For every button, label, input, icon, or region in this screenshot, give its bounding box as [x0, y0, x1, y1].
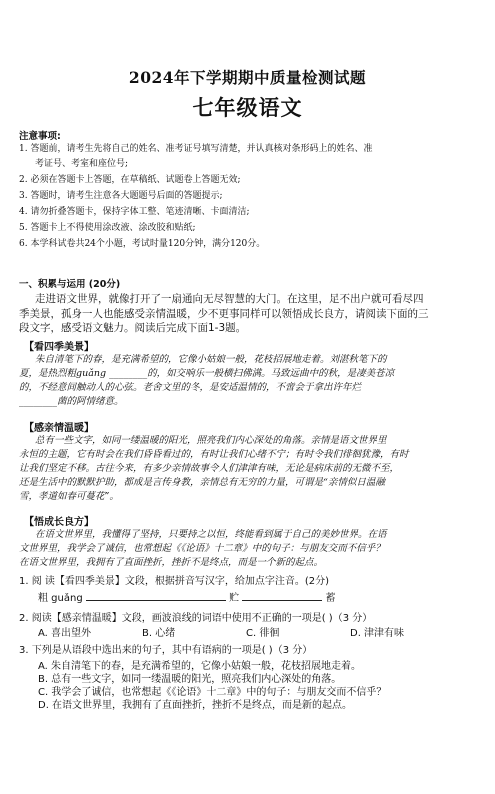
note-item: 6. 本学科试卷共24个小题，考试时量120分钟，满分120分。	[19, 239, 266, 249]
exam-title: 2024年下学期期中质量检测试题	[128, 68, 367, 87]
note-item: 2. 必须在答题卡上答题，在草稿纸、试题卷上答题无效;	[19, 175, 241, 185]
option-a[interactable]: A. 喜出望外	[38, 628, 92, 639]
passage-line: 总有一些文字，如同一缕温暖的阳光，照亮我们内心深处的角落。亲情是语文世界里	[35, 435, 387, 446]
option-d[interactable]: D. 在语文世界里，我拥有了直面挫折，挫折不是终点，而是新的起点。	[38, 700, 353, 711]
intro-paragraph	[19, 292, 479, 336]
option-c[interactable]: C. 我学会了诚信，也常想起《《论语》十二章》中的句子：与朋友交而不信乎？	[38, 687, 387, 698]
question-2-options	[38, 627, 478, 640]
question-2: 2. 阅读【感亲情温暖】文段，画波浪线的词语中使用不正确的一项是( )（3 分）	[19, 613, 373, 624]
passage-line: 雪，孝道如春可蔓花”。	[19, 491, 119, 502]
option-c[interactable]: C. 徘徊	[246, 628, 280, 639]
intro-line: 走进语文世界，就像打开了一扇通向无尽智慧的大门。在这里，足不出户就可看尽四	[35, 293, 424, 305]
passage-line: 让我们坚定不移。古往今来，有多少亲情故事令人们津津有味，无论是病床前的无微不至，	[19, 463, 400, 474]
note-item: 1. 答题前，请考生先将自己的姓名、准考证号填写清楚，并认真核对条形码上的姓名、准	[19, 144, 373, 154]
fill-label-guang: 粗 guǎng	[38, 593, 83, 604]
passage-line: 夏，是热烈粗guǎng ________的，如交响乐一般横扫佛满。马致远曲中的秋，是凄美苍凉	[19, 368, 395, 379]
passage-line: 还是生活中的默默护助，都成是言传身教，亲情总有无穷的力量，可谓是“亲情似日温融	[19, 477, 385, 488]
note-item: 4. 请勿折叠答题卡，保持字体工整、笔迹清晰、卡面清洁;	[19, 207, 250, 217]
fill-label-xu: 蓄	[325, 593, 336, 604]
note-item: 5. 答题卡上不得使用涂改液、涂改胶和贴纸;	[19, 223, 196, 233]
answer-blank[interactable]	[242, 600, 322, 601]
passage-line: 的，不经意间触动人的心弦。老舍文里的冬，是安适温情的，不啻会于拿出许年烂	[19, 382, 362, 393]
exam-subtitle: 七年级语文	[192, 95, 303, 120]
intro-line: 季美景，孤身一人也能感受亲情温暖，少不更事同样可以领悟成长良方，请阅读下面的三	[19, 307, 429, 320]
notes-heading: 注意事项:	[19, 131, 61, 142]
passage-line: 永恒的主题，它有时会在我们昏昏看过的，有时让我们心绪不宁；有时令我们徘徊犹豫，有时	[19, 449, 409, 460]
question-1: 1. 阅 读【看四季美景】文段，根据拼音写汉字，给加点字注音。(2分)	[19, 576, 330, 587]
answer-blank[interactable]	[86, 600, 226, 601]
passage-seasons	[19, 353, 479, 409]
passage-line: 文世界里，我学会了诚信，也常想起《《论语》十二章》中的句子：与朋友交而不信乎？	[19, 543, 385, 554]
intro-line: 段文字，感受语文魅力。阅读后完成下面1-3题。	[19, 322, 247, 334]
passage-line: 在语文世界里，我拥有了直面挫折，挫折不是终点，而是一个新的起点。	[19, 557, 324, 568]
passage-line: 在语文世界里，我懂得了坚持，只要持之以恒，终能看到属于自己的美妙世界。在语	[35, 529, 387, 540]
passage-line: 朱自清笔下的春，是充满希望的，它像小姑娘一般，花枝招展地走着。刘湛秋笔下的	[35, 354, 387, 365]
option-a[interactable]: A. 朱自清笔下的春，是充满希望的，它像小姑娘一般，花枝招展地走着。	[38, 661, 362, 672]
passage-title-growth: 【悟成长良方】	[24, 517, 94, 528]
question-1-fill	[38, 592, 495, 606]
option-d[interactable]: D. 津津有味	[350, 628, 405, 639]
passage-title-family: 【感亲情温暖】	[24, 423, 94, 434]
passage-family	[19, 434, 479, 504]
passage-line: ________菌的阿情绪意。	[19, 396, 124, 407]
passage-growth	[19, 528, 479, 570]
question-3: 3. 下列是从语段中选出来的句子，其中有语病的一项是( )（3 分）	[19, 645, 313, 656]
passage-title-seasons: 【看四季美景】	[24, 342, 94, 353]
note-item: 考证号、考室和座位号;	[35, 159, 129, 169]
option-b[interactable]: B. 心绪	[142, 628, 176, 639]
option-b[interactable]: B. 总有一些文字，如同一缕温暖的阳光，照亮我们内心深处的角落。	[38, 674, 342, 685]
section-heading: 一、积累与运用 (20分)	[19, 279, 121, 290]
fill-label-zhu: 贮	[229, 593, 240, 604]
note-item: 3. 答题时，请考生注意各大题题号后面的答题提示;	[19, 191, 223, 201]
question-3-options	[38, 660, 478, 712]
